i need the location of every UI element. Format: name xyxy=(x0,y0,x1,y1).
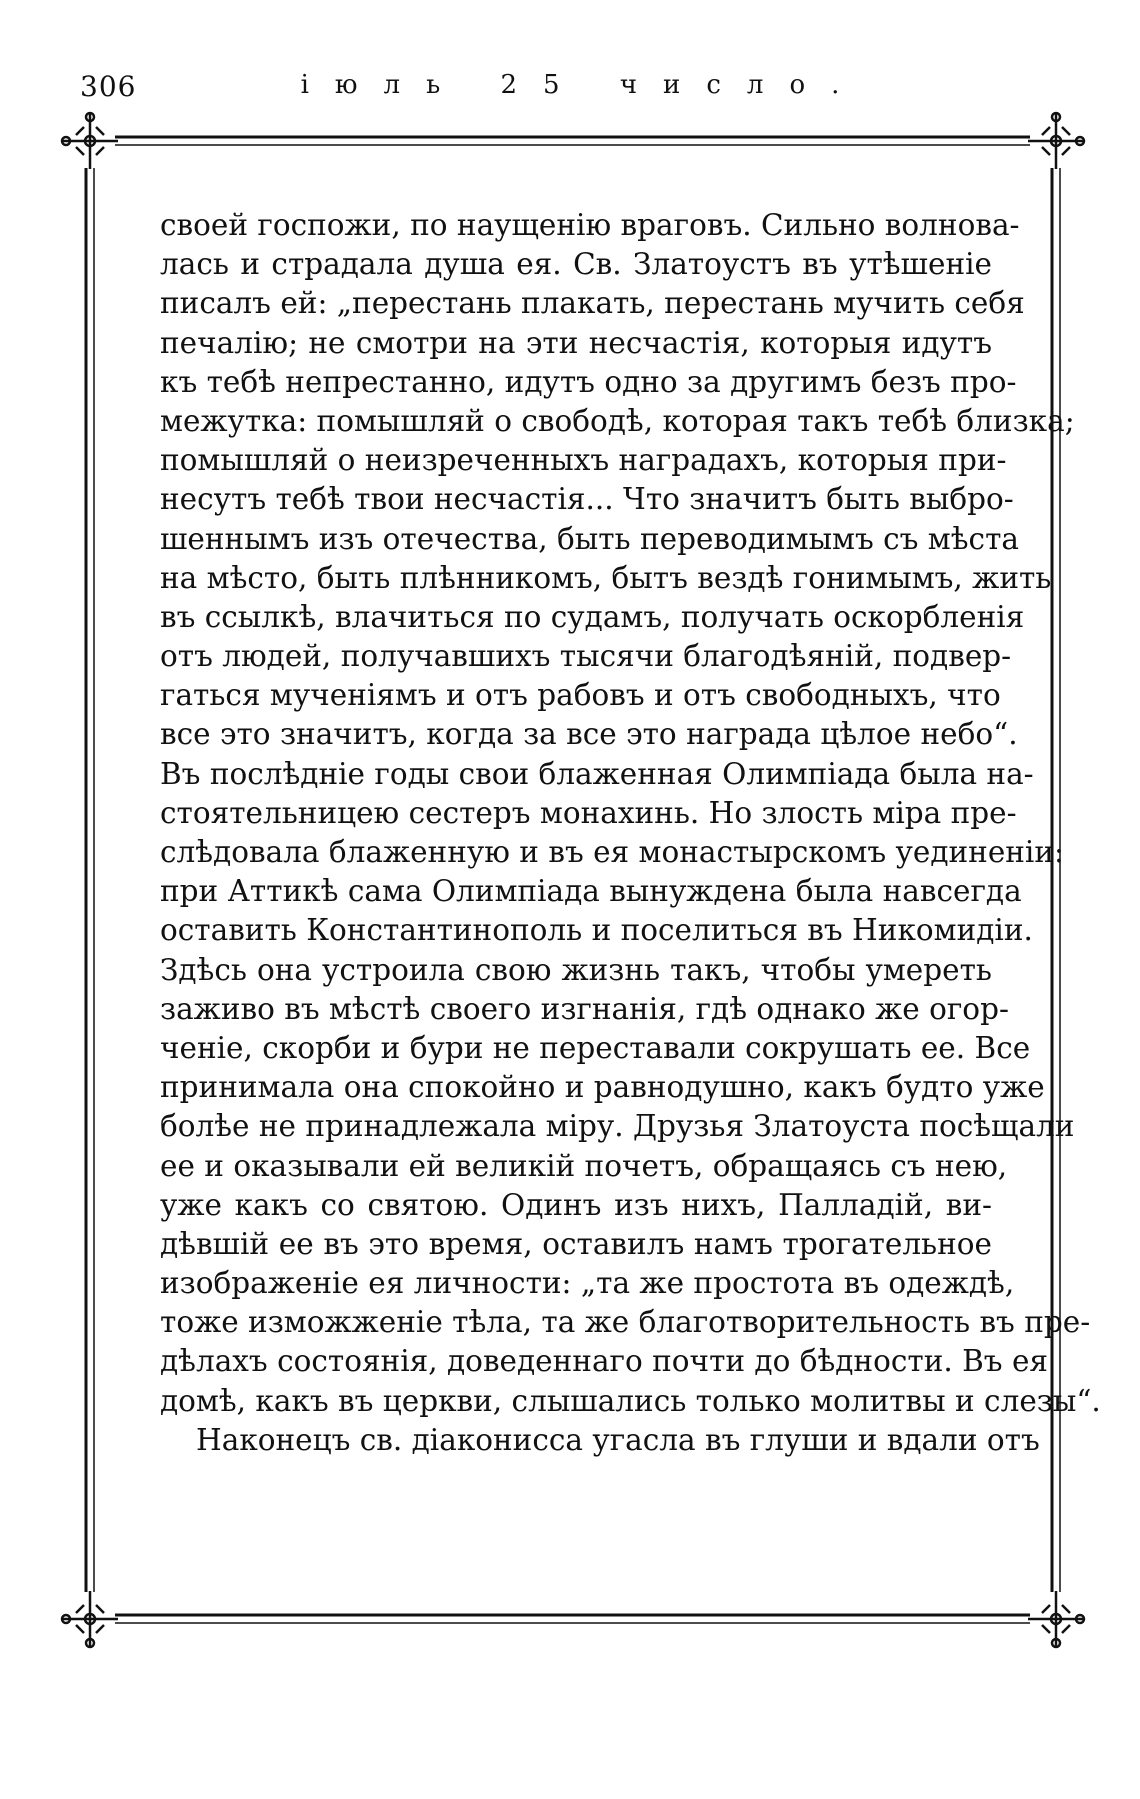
text-line: гаться мученіямъ и отъ рабовъ и отъ свободныхъ, что xyxy=(160,678,1001,713)
text-line: на мѣсто, быть плѣнникомъ, бытъ вездѣ гонимымъ, жить xyxy=(160,560,1052,595)
text-line: ее и оказывали ей великій почетъ, обращаясь съ нею, xyxy=(160,1148,1008,1183)
text-line: при Аттикѣ сама Олимпіада вынуждена была навсегда xyxy=(160,874,1022,909)
text-line: въ ссылкѣ, влачиться по судамъ, получать оскорбленія xyxy=(160,599,1025,634)
text-line: отъ людей, получавшихъ тысячи благодѣяній, подвер- xyxy=(160,639,1012,674)
text-line: своей госпожи, по наущенію враговъ. Сильно волнова- xyxy=(160,208,1020,242)
text-line: печалію; не смотри на эти несчастія, которыя идутъ xyxy=(160,325,992,360)
text-line: Въ послѣдніе годы свои блаженная Олимпіада была на- xyxy=(160,756,1034,791)
text-line: оставить Константинополь и поселиться въ Никомидіи. xyxy=(160,913,1033,948)
text-line: къ тебѣ непрестанно, идутъ одно за другимъ безъ про- xyxy=(160,364,1017,399)
text-line: все это значитъ, когда за все это награда цѣлое небо“. xyxy=(160,717,1018,752)
corner-ornament-bottom-left xyxy=(62,1591,118,1647)
corner-ornament-bottom-right xyxy=(1028,1591,1084,1647)
text-line: помышляй о неизреченныхъ наградахъ, которыя при- xyxy=(160,443,1007,478)
text-line: болѣе не принадлежала міру. Друзья Златоуста посѣщали xyxy=(160,1109,1075,1144)
page-number: 306 xyxy=(80,70,137,103)
text-line: Наконецъ св. діаконисса угасла въ глуши и вдали отъ xyxy=(196,1422,1040,1457)
text-line: дѣвшій ее въ это время, оставилъ намъ трогательное xyxy=(160,1226,992,1261)
running-title: іюль 25 число. xyxy=(300,70,866,100)
text-line: заживо въ мѣстѣ своего изгнанія, гдѣ однако же огор- xyxy=(160,991,1009,1026)
corner-ornament-top-left xyxy=(62,113,118,169)
text-line: лась и страдала душа ея. Св. Златоустъ въ утѣшеніе xyxy=(160,247,992,282)
text-line: писалъ ей: „перестань плакать, перестань мучить себя xyxy=(160,286,1025,321)
text-line: дѣлахъ состоянія, доведеннаго почти до бѣдности. Въ ея xyxy=(160,1344,1049,1379)
corner-ornament-top-right xyxy=(1028,113,1084,169)
text-line: уже какъ со святою. Одинъ изъ нихъ, Палладій, ви- xyxy=(160,1187,992,1222)
text-line: ченіе, скорби и бури не переставали сокрушать ее. Все xyxy=(160,1030,1031,1065)
text-line: шеннымъ изъ отечества, быть переводимымъ съ мѣста xyxy=(160,521,1019,556)
text-line: несутъ тебѣ твои несчастія... Что значитъ быть выбро- xyxy=(160,482,1014,517)
text-line: тоже изможженіе тѣла, та же благотворительность въ пре- xyxy=(160,1305,1091,1340)
body-text xyxy=(160,206,1101,1460)
text-line: Здѣсь она устроила свою жизнь такъ, чтобы умереть xyxy=(160,952,992,987)
text-line: домѣ, какъ въ церкви, слышались только молитвы и слезы“. xyxy=(160,1383,1101,1418)
text-line: принимала она спокойно и равнодушно, какъ будто уже xyxy=(160,1070,1045,1105)
text-line: слѣдовала блаженную и въ ея монастырскомъ уединеніи: xyxy=(160,835,1064,869)
text-line: изображеніе ея личности: „та же простота въ одеждѣ, xyxy=(160,1266,1015,1301)
text-line: межутка: помышляй о свободѣ, которая такъ тебѣ близка; xyxy=(160,403,1075,438)
text-line: стоятельницею сестеръ монахинь. Но злость міра пре- xyxy=(160,795,1017,830)
